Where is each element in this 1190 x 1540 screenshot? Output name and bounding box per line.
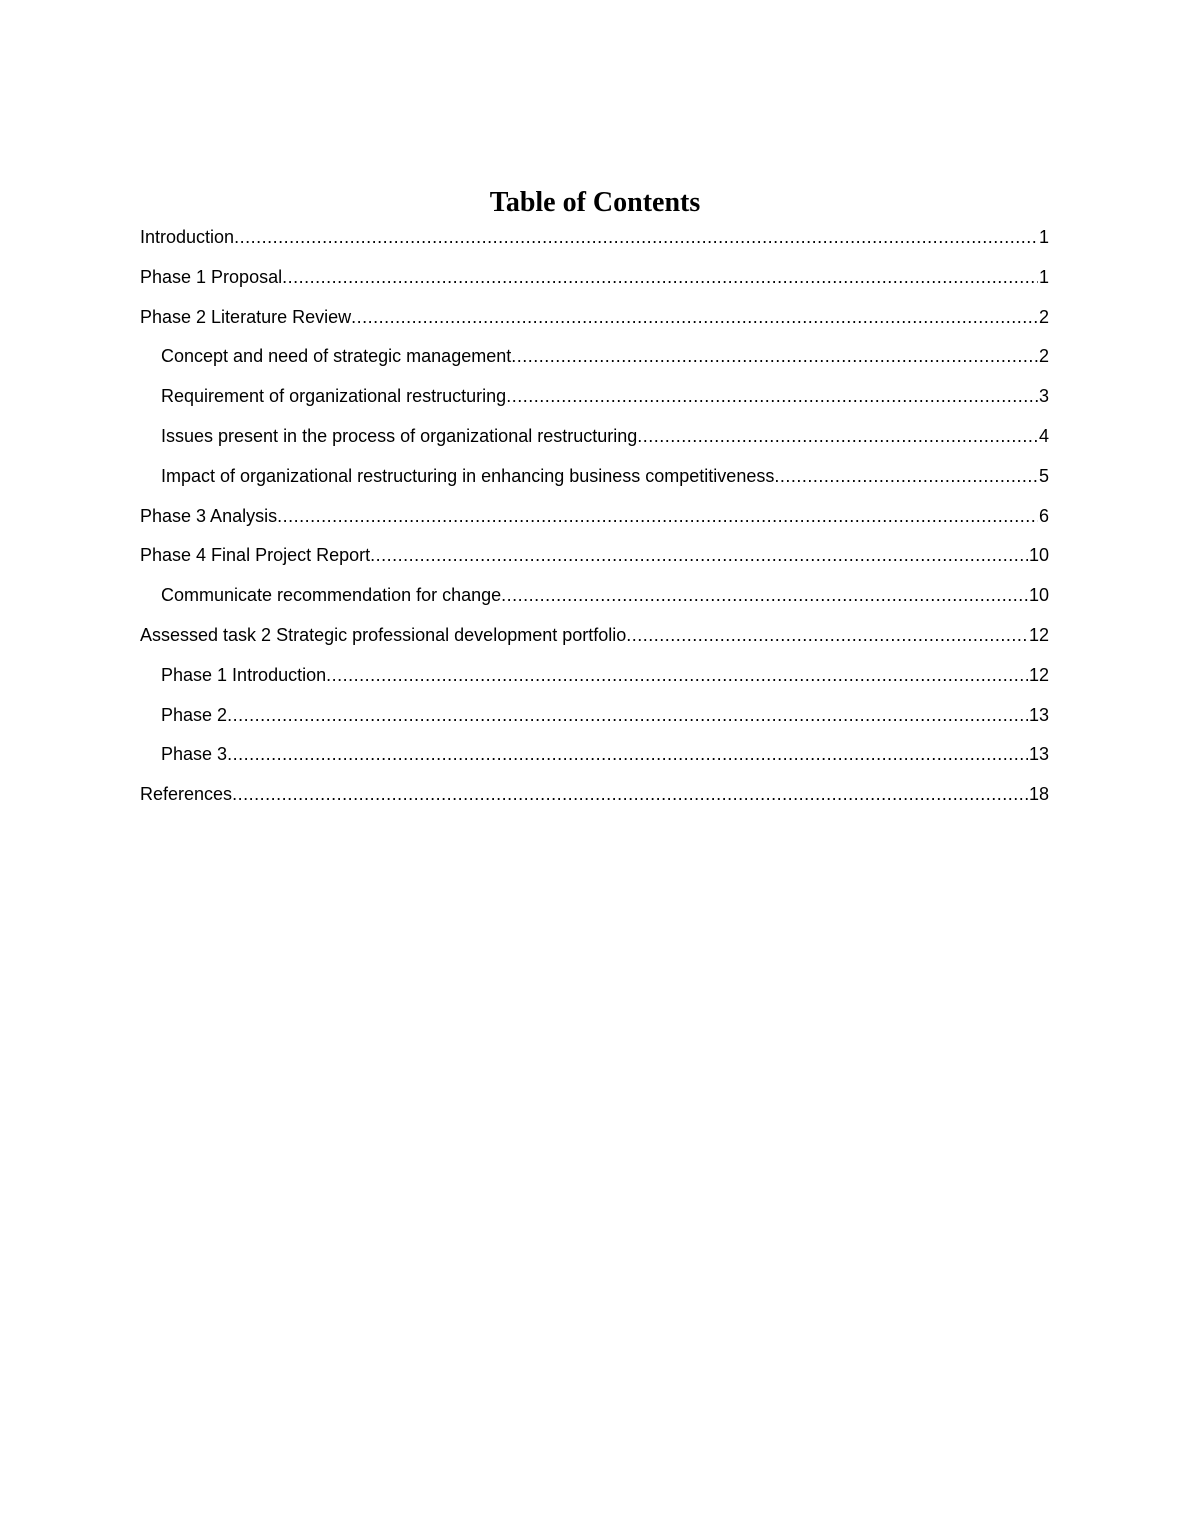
toc-dot-leader <box>637 421 1038 451</box>
toc-entry[interactable] <box>140 302 1049 342</box>
toc-entry[interactable] <box>140 779 1049 819</box>
toc-dot-leader <box>277 501 1038 531</box>
toc-dot-leader <box>326 660 1028 690</box>
toc-entry[interactable] <box>140 540 1049 580</box>
toc-dot-leader <box>506 381 1038 411</box>
toc-entry[interactable] <box>140 341 1049 381</box>
toc-page-number: 6 <box>1038 505 1049 526</box>
toc-page-number: 4 <box>1038 425 1049 446</box>
toc-page-number: 10 <box>1028 585 1049 606</box>
toc-dot-leader <box>227 700 1028 730</box>
toc-entry[interactable] <box>140 580 1049 620</box>
toc-page-number: 5 <box>1038 465 1049 486</box>
toc-entry[interactable] <box>140 660 1049 700</box>
toc-entry-title: Issues present in the process of organizational restructuring <box>161 425 638 446</box>
toc-dot-leader <box>282 262 1038 292</box>
toc-entry[interactable] <box>140 501 1049 541</box>
toc-entry[interactable] <box>140 700 1049 740</box>
toc-dot-leader <box>511 341 1038 371</box>
toc-entry-title: Communicate recommendation for change <box>161 585 502 606</box>
toc-entry-title: Concept and need of strategic management <box>161 346 512 367</box>
toc-dot-leader <box>370 540 1028 570</box>
toc-page-number: 10 <box>1028 545 1049 566</box>
toc-entry[interactable] <box>140 620 1049 660</box>
toc-entry-title: Phase 2 Literature Review <box>140 306 352 327</box>
toc-dot-leader <box>501 580 1028 610</box>
toc-entry-title: Introduction <box>140 227 235 247</box>
toc-dot-leader <box>227 739 1028 769</box>
toc-title: Table of Contents <box>489 187 701 218</box>
toc-dot-leader <box>234 222 1038 252</box>
toc-page-number: 18 <box>1028 784 1049 805</box>
toc-entry-title: References <box>140 784 233 805</box>
toc-dot-leader <box>232 779 1028 809</box>
toc-dot-leader <box>351 302 1038 332</box>
toc-page-number: 2 <box>1038 346 1049 367</box>
toc-entry-title: Phase 3 Analysis <box>140 505 278 526</box>
toc-entry[interactable] <box>140 739 1049 779</box>
toc-entry[interactable] <box>140 381 1049 421</box>
toc-entry-title: Requirement of organizational restructuring <box>161 386 507 407</box>
toc-entry-title: Assessed task 2 Strategic professional development portfolio <box>140 624 627 645</box>
toc-entry-title: Phase 4 Final Project Report <box>140 545 371 566</box>
toc-page-number: 13 <box>1028 744 1049 765</box>
toc-entry-title: Phase 3 <box>161 744 228 765</box>
toc-page-number: 1 <box>1038 266 1049 287</box>
toc-list <box>140 222 1049 819</box>
toc-page-number: 2 <box>1038 306 1049 327</box>
toc-entry-title: Phase 2 <box>161 704 228 725</box>
toc-entry[interactable] <box>140 262 1049 302</box>
toc-dot-leader <box>774 461 1038 491</box>
toc-entry-title: Phase 1 Introduction <box>161 664 327 685</box>
toc-entry[interactable] <box>140 222 1049 262</box>
toc-page-number: 12 <box>1028 664 1049 685</box>
toc-dot-leader <box>626 620 1028 650</box>
toc-page-number: 1 <box>1038 227 1049 247</box>
toc-entry[interactable] <box>140 421 1049 461</box>
toc-entry-title: Impact of organizational restructuring in enhancing business competitiveness <box>161 465 775 486</box>
toc-page-number: 12 <box>1028 624 1049 645</box>
toc-page-number: 13 <box>1028 704 1049 725</box>
toc-entry-title: Phase 1 Proposal <box>140 266 283 287</box>
toc-page-number: 3 <box>1038 386 1049 407</box>
toc-entry[interactable] <box>140 461 1049 501</box>
